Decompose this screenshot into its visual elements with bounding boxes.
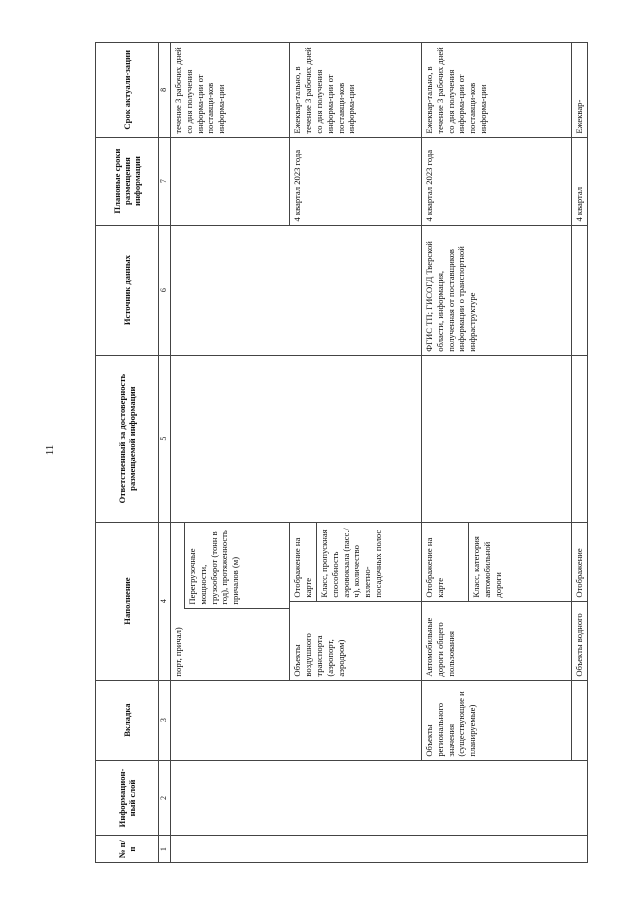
attr-map: Отображение на карте <box>290 523 317 601</box>
content-object: порт, причал) <box>172 627 183 677</box>
table-row <box>422 43 572 863</box>
table-header-row <box>96 43 159 863</box>
table-row <box>571 43 587 863</box>
col-number: 4 <box>158 522 170 680</box>
cell-content <box>170 522 290 680</box>
cell-content-attrs <box>422 522 572 601</box>
data-table <box>95 42 588 863</box>
col-number: 1 <box>158 836 170 863</box>
cell-source: ФГИС ТП; ГИСОГД Тверской области, информация, полученная от поставщиков информации о транспортной инфраструктуре <box>422 225 572 355</box>
attr-details: Класс, категория автомобильной дороги <box>471 536 503 598</box>
attr-details: Класс, пропускная способность аэровокзала (пасс./ч), количество взлетно-посадочных полос <box>319 528 383 598</box>
column-number-row <box>158 43 170 863</box>
col-number: 7 <box>158 137 170 225</box>
cell-deadline: 4 квартал 2023 года <box>422 137 572 225</box>
cell-deadline <box>170 137 290 225</box>
attr-map: Отображение на карте <box>422 523 469 601</box>
cell-deadline: 4 квартал 2023 года <box>290 137 422 225</box>
cell-responsible <box>571 355 587 522</box>
col-number: 8 <box>158 43 170 138</box>
header-number: № п/ п <box>96 836 159 863</box>
page-number: 11 <box>44 444 56 456</box>
cell-source <box>571 225 587 355</box>
cell-tab <box>571 680 587 760</box>
header-source: Источник данных <box>96 225 159 355</box>
cell-update: Ежеквар-тально, в течение 3 рабочих дней со дня получения информа-ции от поставщи-ков информа-ции <box>422 43 572 138</box>
cell-source <box>170 225 421 355</box>
table-row <box>170 43 290 863</box>
cell-update: течение 3 рабочих дней со дня получения информа-ции от поставщи-ков информа-ции <box>170 43 290 138</box>
cell-content-attrs <box>290 522 422 601</box>
cell-content-attrs: Отображение <box>571 522 587 601</box>
header-update: Срок актуали-зации <box>96 43 159 138</box>
header-content: Наполнение <box>96 522 159 680</box>
cell-number <box>170 836 587 863</box>
rotated-table-sheet <box>95 42 588 863</box>
cell-content-object: Объекты воздушного транспорта (аэропорт, аэродром) <box>290 601 422 680</box>
cell-deadline: 4 квартал <box>571 137 587 225</box>
cell-responsible <box>170 355 421 522</box>
cell-responsible <box>422 355 572 522</box>
cell-layer <box>170 760 587 836</box>
content-attributes: Перегрузочные мощности, грузооборот (тонн в год), протяженность причалов (м) <box>184 523 290 609</box>
col-number: 5 <box>158 355 170 522</box>
header-layer: Информацион-ный слой <box>96 760 159 836</box>
cell-tab: Объекты регионального значения (существующие и планируемые) <box>422 680 572 760</box>
cell-tab <box>170 680 421 760</box>
header-responsible: Ответственный за достоверность размещаемой информации <box>96 355 159 522</box>
col-number: 2 <box>158 760 170 836</box>
cell-update: Ежеквар-тально, в течение 3 рабочих дней со дня получения информа-ции от поставщи-ков информа-ции <box>290 43 422 138</box>
cell-content-object: Автомобильные дороги общего пользования <box>422 601 572 680</box>
header-deadline: Плановые сроки размещения информации <box>96 137 159 225</box>
cell-content-object: Объекты водного <box>571 601 587 680</box>
col-number: 3 <box>158 680 170 760</box>
cell-update: Ежеквар- <box>571 43 587 138</box>
col-number: 6 <box>158 225 170 355</box>
header-tab: Вкладка <box>96 680 159 760</box>
